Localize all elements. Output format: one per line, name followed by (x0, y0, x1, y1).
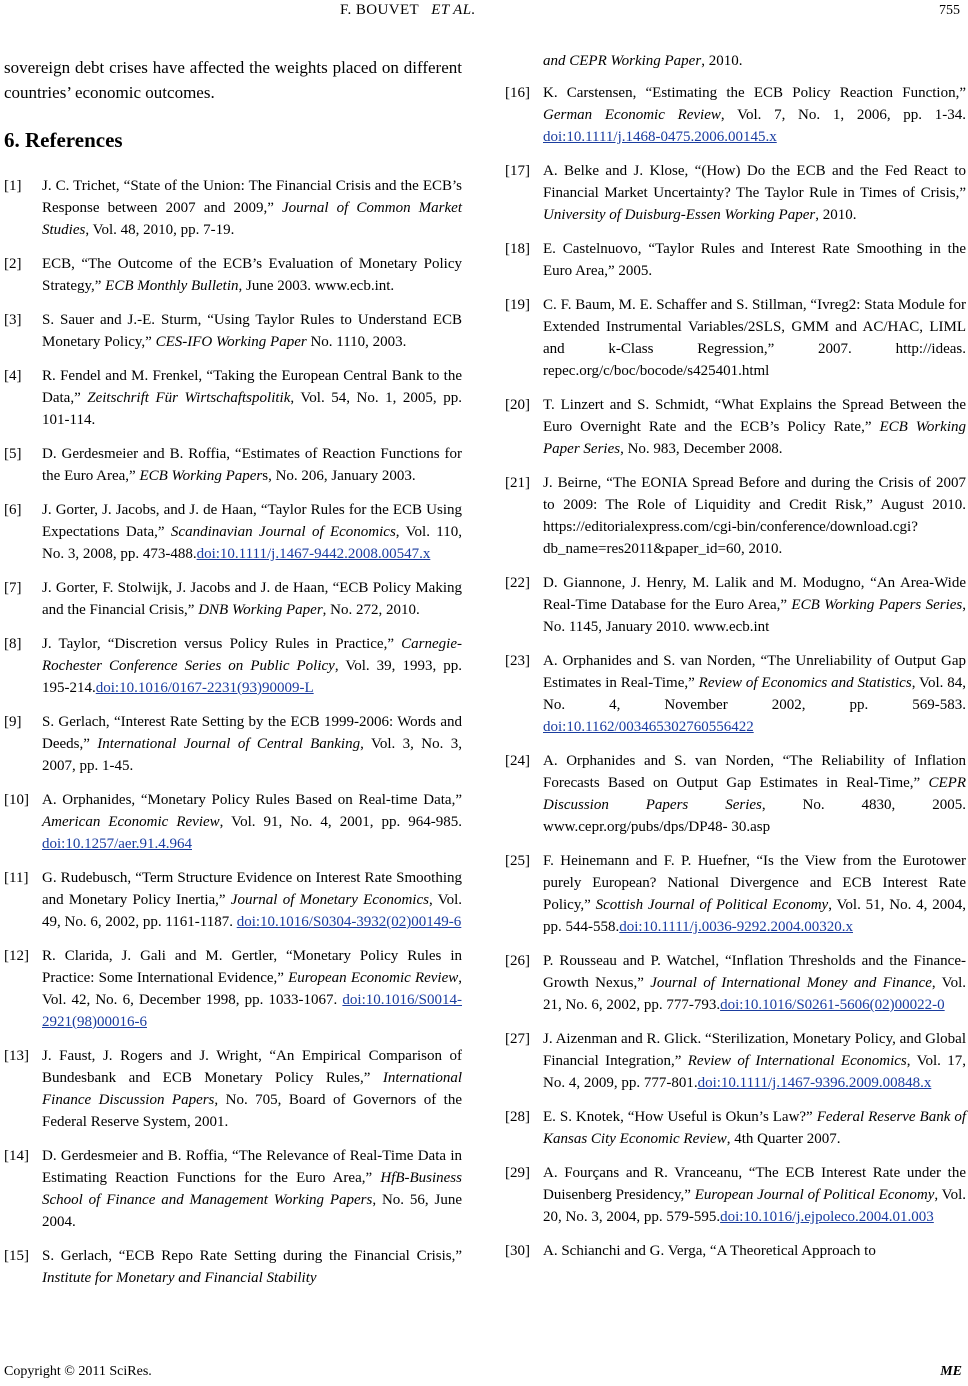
reference-item (505, 950, 966, 1016)
reference-source: European Economic Review (288, 970, 459, 986)
reference-item (505, 394, 966, 460)
reference-list-right (505, 82, 966, 1262)
reference-number: [6] (4, 502, 22, 518)
reference-number: [1] (4, 178, 22, 194)
reference-number: [15] (4, 1248, 29, 1264)
reference-details: , Vol. 17, No. 4, 2009, pp. 777-801. (543, 1053, 967, 1091)
reference-text (42, 309, 462, 353)
reference-source: European Journal of Political Economy (694, 1187, 935, 1203)
reference-authors-title: J. Beirne, “The EONIA Spread Before and during the Crisis of 2007 to 2009: The Role of Liquidity and Credit Risk,” August 2010. https://editorialexpress.com/cgi-bin/conference/download.cgi?db_name=res2011&paper_id=60, 2010. (543, 475, 966, 557)
reference-authors-title: ECB, “The Outcome of the ECB’s Evaluation of Monetary Policy Strategy,” (42, 256, 462, 294)
reference-item (505, 650, 966, 738)
continuation-italic: and CEPR Working Paper (543, 53, 702, 69)
reference-source: University of Duisburg-Essen Working Paper (543, 207, 816, 223)
reference-authors-title: J. Gorter, F. Stolwijk, J. Jacobs and J. de Haan, “ECB Policy Making and the Financial Crisis,” (42, 580, 462, 618)
reference-authors-title: J. Faust, J. Rogers and J. Wright, “An Empirical Comparison of Bundesbank and ECB Monetary Policy Rules,” (42, 1048, 462, 1086)
reference-details: , Vol. 48, 2010, pp. 7-19. (85, 222, 235, 238)
reference-item (4, 633, 462, 699)
reference-text (543, 160, 966, 226)
reference-item (4, 365, 462, 431)
doi-link[interactable]: doi:10.1016/S0014-2921(98)00016-6 (42, 992, 462, 1030)
reference-number: [17] (505, 163, 530, 179)
reference-source: Journal of Monetary Economics (230, 892, 429, 908)
reference-text (42, 443, 462, 487)
reference-source: Carnegie-Rochester Conference Series on Public Policy (42, 636, 462, 674)
reference-item (4, 175, 462, 241)
reference-item (505, 1162, 966, 1228)
reference-number: [27] (505, 1031, 530, 1047)
reference-text (543, 294, 966, 382)
reference-authors-title: G. Rudebusch, “Term Structure Evidence on Interest Rate Smoothing and Monetary Policy Inertia,” (42, 870, 462, 908)
reference-item (505, 160, 966, 226)
reference-details: , Vol. 3, No. 3, 2007, pp. 1-45. (42, 736, 462, 774)
doi-link[interactable]: doi:10.1111/j.1468-0475.2006.00145.x (543, 129, 777, 145)
reference-item (505, 472, 966, 560)
reference-continuation (543, 50, 966, 72)
reference-number: [3] (4, 312, 22, 328)
reference-source: Federal Reserve Bank of Kansas City Economic Review (543, 1109, 966, 1147)
reference-details: , Vol. 39, 1993, pp. 195-214. (42, 658, 462, 696)
reference-details: , Vol. 7, No. 1, 2006, pp. 1-34. (720, 107, 966, 123)
reference-text (543, 472, 966, 560)
reference-source: Review of International Economics (687, 1053, 907, 1069)
reference-details: No. 1110, 2003. (306, 334, 407, 350)
reference-text (42, 253, 462, 297)
reference-source: Institute for Monetary and Financial Stability (42, 1270, 317, 1286)
reference-authors-title: A. Orphanides and S. van Norden, “The Unreliability of Output Gap Estimates in Real-Time,” (543, 653, 966, 691)
reference-number: [26] (505, 953, 530, 969)
reference-source: Review of Economics and Statistics (698, 675, 912, 691)
reference-item (4, 1245, 462, 1289)
reference-authors-title: A. Fourçans and R. Vranceanu, “The ECB Interest Rate under the Duisenberg Presidency,” (543, 1165, 966, 1203)
reference-item (4, 309, 462, 353)
running-head (0, 2, 968, 22)
reference-text (42, 175, 462, 241)
reference-source: DNB Working Paper (198, 602, 323, 618)
footer-journal: ME (940, 1364, 962, 1379)
reference-item (4, 945, 462, 1033)
reference-source: Journal of International Money and Finance (650, 975, 932, 991)
reference-details: , No. 1145, January 2010. www.ecb.int (543, 597, 967, 635)
reference-number: [2] (4, 256, 22, 272)
reference-authors-title: T. Linzert and S. Schmidt, “What Explains the Spread Between the Euro Overnight Rate and the ECB’s Policy Rate,” (543, 397, 966, 435)
header-authors: F. BOUVET (340, 2, 419, 18)
reference-text (42, 633, 462, 699)
reference-text (543, 1162, 966, 1228)
reference-number: [9] (4, 714, 22, 730)
reference-text (42, 1145, 462, 1233)
reference-authors-title: J. Aizenman and R. Glick. “Sterilization, Monetary Policy, and Global Financial Integration,” (543, 1031, 966, 1069)
reference-item (4, 867, 462, 933)
section-heading: 6. References (4, 128, 123, 152)
reference-authors-title: S. Sauer and J.-E. Sturm, “Using Taylor Rules to Understand ECB Monetary Policy,” (42, 312, 462, 350)
reference-item (505, 1106, 966, 1150)
reference-authors-title: E. Castelnuovo, “Taylor Rules and Interest Rate Smoothing in the Euro Area,” 2005. (543, 241, 966, 279)
reference-source: HfB-Business School of Finance and Management Working Papers (42, 1170, 462, 1208)
reference-source: CES-IFO Working Paper (155, 334, 307, 350)
doi-link[interactable]: doi:10.1016/j.ejpoleco.2004.01.003 (720, 1209, 934, 1225)
header-et-al: ET AL. (431, 2, 476, 18)
reference-authors-title: S. Gerlach, “Interest Rate Setting by the ECB 1999-2006: Words and Deeds,” (42, 714, 462, 752)
reference-source: American Economic Review (42, 814, 220, 830)
reference-details: , Vol. 21, No. 6, 2002, pp. 777-793. (543, 975, 966, 1013)
reference-authors-title: S. Gerlach, “ECB Repo Rate Setting during the Financial Crisis,” (42, 1248, 462, 1264)
reference-authors-title: J. C. Trichet, “State of the Union: The Financial Crisis and the ECB’s Response between 2007 and 2009,” (42, 178, 462, 216)
reference-text (543, 650, 966, 738)
reference-text (543, 950, 966, 1016)
reference-source: International Journal of Central Banking (97, 736, 361, 752)
reference-text (543, 1240, 966, 1262)
reference-text (42, 1045, 462, 1133)
reference-details: , Vol. 49, No. 6, 2002, pp. 1161-1187. (42, 892, 462, 930)
reference-item (4, 499, 462, 565)
reference-text (42, 1245, 462, 1289)
reference-number: [14] (4, 1148, 29, 1164)
reference-item (505, 294, 966, 382)
reference-authors-title: D. Gerdesmeier and B. Roffia, “The Relevance of Real-Time Data in Estimating Reaction Functions for the Euro Area,” (42, 1148, 462, 1186)
continuation-text: , 2010. (701, 53, 743, 69)
reference-details: , Vol. 54, No. 1, 2005, pp. 101-114. (42, 390, 462, 428)
reference-text (42, 945, 462, 1033)
reference-number: [5] (4, 446, 22, 462)
reference-text (42, 499, 462, 565)
reference-details: , No. 4830, 2005. www.cepr.org/pubs/dps/DP48- 30.asp (543, 797, 966, 835)
reference-authors-title: A. Schianchi and G. Verga, “A Theoretical Approach to (543, 1243, 876, 1259)
reference-text (543, 572, 966, 638)
reference-text (42, 711, 462, 777)
reference-authors-title: R. Clarida, J. Gali and M. Gertler, “Monetary Policy Rules in Practice: Some International Evidence,” (42, 948, 462, 986)
doi-link[interactable]: doi:10.1016/S0304-3932(02)00149-6 (236, 914, 462, 930)
reference-list-left (4, 175, 462, 1289)
reference-number: [7] (4, 580, 22, 596)
reference-details: , Vol. 20, No. 3, 2004, pp. 579-595. (543, 1187, 966, 1225)
reference-authors-title: K. Carstensen, “Estimating the ECB Policy Reaction Function,” (543, 85, 966, 101)
reference-number: [24] (505, 753, 530, 769)
reference-details: , Vol. 91, No. 4, 2001, pp. 964-985. (219, 814, 463, 830)
doi-link[interactable]: doi:10.1257/aer.91.4.964 (42, 836, 192, 852)
reference-text (42, 365, 462, 431)
left-column (4, 55, 462, 1301)
doi-link[interactable]: doi:10.1111/j.0036-9292.2004.00320.x (619, 919, 853, 935)
reference-authors-title: J. Gorter, J. Jacobs, and J. de Haan, “Taylor Rules for the ECB Using Expectations Data,” (42, 502, 462, 540)
reference-text (543, 394, 966, 460)
reference-number: [23] (505, 653, 530, 669)
reference-authors-title: P. Rousseau and P. Watchel, “Inflation Thresholds and the Finance-Growth Nexus,” (543, 953, 966, 991)
reference-item (4, 577, 462, 621)
reference-source: Scottish Journal of Political Economy (595, 897, 829, 913)
reference-authors-title: D. Giannone, J. Henry, M. Lalik and M. Modugno, “An Area-Wide Real-Time Database for the Euro Area,” (543, 575, 966, 613)
reference-text (543, 1106, 966, 1150)
reference-number: [25] (505, 853, 530, 869)
reference-details: , No. 56, June 2004. (42, 1192, 462, 1230)
reference-item (505, 238, 966, 282)
reference-authors-title: D. Gerdesmeier and B. Roffia, “Estimates of Reaction Functions for the Euro Area,” (42, 446, 462, 484)
doi-link[interactable]: doi:10.1111/j.1467-9396.2009.00848.x (697, 1075, 932, 1091)
page-footer (0, 1364, 968, 1386)
doi-link[interactable]: doi:10.1016/0167-2231(93)90009-L (95, 680, 314, 696)
reference-text (543, 750, 966, 838)
reference-item (505, 850, 966, 938)
footer-copyright: Copyright © 2011 SciRes. (4, 1364, 152, 1379)
reference-item (4, 443, 462, 487)
reference-number: [18] (505, 241, 530, 257)
reference-text (42, 789, 462, 855)
reference-number: [4] (4, 368, 22, 384)
reference-authors-title: E. S. Knotek, “How Useful is Okun’s Law?” (543, 1109, 817, 1125)
reference-number: [21] (505, 475, 530, 491)
reference-source: ECB Working Paper (139, 468, 263, 484)
reference-authors-title: A. Orphanides and S. van Norden, “The Reliability of Inflation Forecasts Based on Output Gap Estimates in Real-Time,” (543, 753, 966, 791)
reference-details: s, No. 206, January 2003. (262, 468, 416, 484)
reference-number: [16] (505, 85, 530, 101)
reference-item (4, 1145, 462, 1233)
reference-details: , No. 983, December 2008. (620, 441, 783, 457)
reference-details: , 2010. (815, 207, 857, 223)
reference-source: CEPR Discussion Papers Series (543, 775, 966, 813)
reference-details: , Vol. 110, No. 3, 2008, pp. 473-488. (42, 524, 462, 562)
reference-number: [29] (505, 1165, 530, 1181)
reference-text (543, 82, 966, 148)
reference-authors-title: J. Taylor, “Discretion versus Policy Rules in Practice,” (42, 636, 402, 652)
reference-number: [12] (4, 948, 29, 964)
reference-item (505, 1240, 966, 1262)
reference-number: [28] (505, 1109, 530, 1125)
reference-number: [19] (505, 297, 530, 313)
reference-text (42, 577, 462, 621)
reference-item (4, 711, 462, 777)
reference-authors-title: C. F. Baum, M. E. Schaffer and S. Stillman, “Ivreg2: Stata Module for Extended Instrumental Variables/2SLS, GMM and AC/HAC, LIML and k-Class Regression,” 2007. http://ideas. repec.org/c/boc/bocode/s425401.html (543, 297, 966, 379)
reference-authors-title: F. Heinemann and F. P. Huefner, “Is the View from the Eurotower purely European? National Divergence and ECB Interest Rate Policy,” (543, 853, 966, 913)
reference-item (4, 253, 462, 297)
reference-source: ECB Working Paper Series (543, 419, 966, 457)
reference-item (505, 1028, 966, 1094)
reference-number: [13] (4, 1048, 29, 1064)
doi-link[interactable]: doi:10.1111/j.1467-9442.2008.00547.x (196, 546, 431, 562)
reference-number: [11] (4, 870, 29, 886)
reference-item (505, 572, 966, 638)
reference-details: , 4th Quarter 2007. (726, 1131, 841, 1147)
reference-number: [10] (4, 792, 29, 808)
reference-source: International Finance Discussion Papers (42, 1070, 462, 1108)
reference-details: , June 2003. www.ecb.int. (238, 278, 395, 294)
page-number: 755 (939, 3, 960, 18)
intro-paragraph: sovereign debt crises have affected the weights placed on different countries’ economic outcomes. (4, 58, 462, 102)
reference-number: [8] (4, 636, 22, 652)
reference-source: German Economic Review (543, 107, 721, 123)
reference-details: , Vol. 51, No. 4, 2004, pp. 544-558. (543, 897, 966, 935)
reference-text (42, 867, 462, 933)
reference-item (4, 1045, 462, 1133)
right-column (505, 50, 966, 1274)
reference-number: [30] (505, 1243, 530, 1259)
reference-details: , Vol. 42, No. 6, December 1998, pp. 1033-1067. (42, 970, 463, 1008)
running-head-authors (340, 2, 476, 19)
reference-authors-title: A. Orphanides, “Monetary Policy Rules Based on Real-time Data,” (42, 792, 462, 808)
reference-source: ECB Monthly Bulletin (105, 278, 239, 294)
reference-text (543, 238, 966, 282)
reference-details: , Vol. 84, No. 4, November 2002, pp. 569-583. (543, 675, 967, 713)
reference-text (543, 850, 966, 938)
reference-authors-title: R. Fendel and M. Frenkel, “Taking the European Central Bank to the Data,” (42, 368, 462, 406)
reference-details: , No. 272, 2010. (322, 602, 420, 618)
reference-source: ECB Working Papers Series (791, 597, 963, 613)
doi-link[interactable]: doi:10.1016/S0261-5606(02)00022-0 (720, 997, 945, 1013)
reference-item (4, 789, 462, 855)
reference-item (505, 82, 966, 148)
reference-details: , No. 705, Board of Governors of the Federal Reserve System, 2001. (42, 1092, 463, 1130)
reference-source: Zeitschrift Für Wirtschaftspolitik (87, 390, 291, 406)
reference-authors-title: A. Belke and J. Klose, “(How) Do the ECB and the Fed React to Financial Market Uncertainty? The Taylor Rule in Times of Crisis,” (543, 163, 966, 201)
reference-number: [20] (505, 397, 530, 413)
reference-item (505, 750, 966, 838)
doi-link[interactable]: doi:10.1162/003465302760556422 (543, 719, 754, 735)
reference-source: Scandinavian Journal of Economics (170, 524, 396, 540)
reference-number: [22] (505, 575, 530, 591)
reference-source: Journal of Common Market Studies (42, 200, 462, 238)
reference-text (543, 1028, 966, 1094)
